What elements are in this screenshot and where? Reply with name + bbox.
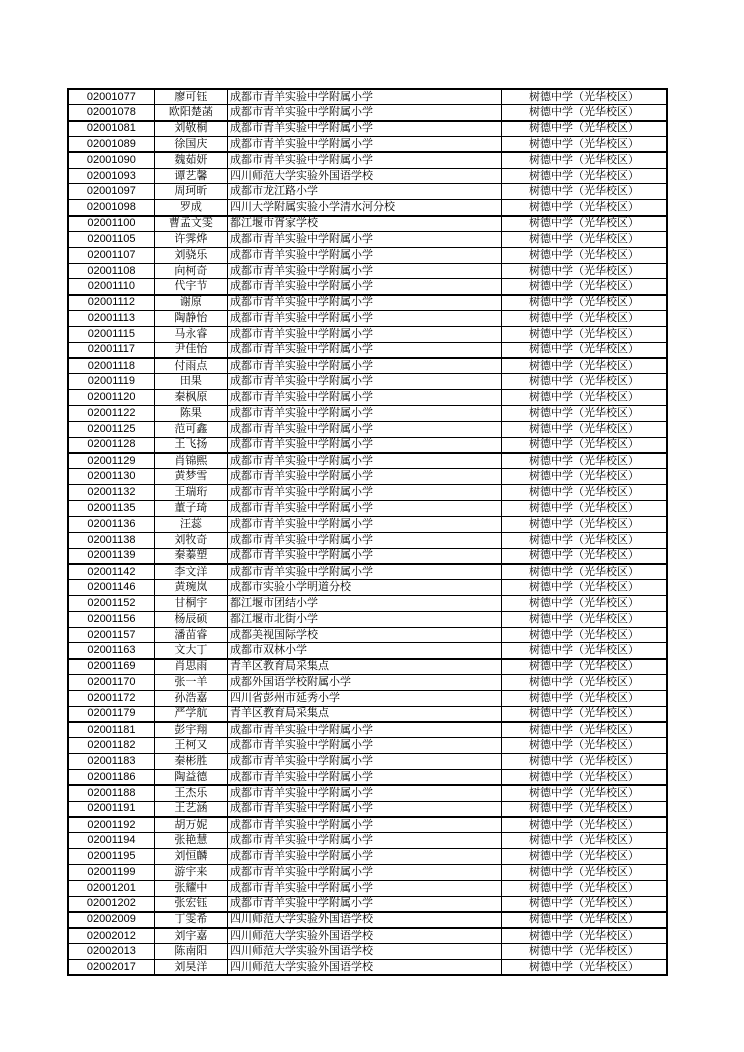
admitted-school-cell: 树德中学（光华校区）: [501, 722, 667, 738]
student-name-cell: 孙浩嘉: [154, 690, 227, 706]
table-body: [68, 89, 667, 975]
student-name-cell: 刘恒麟: [154, 849, 227, 865]
origin-school-cell: 成都市青羊实验中学附属小学: [228, 548, 502, 564]
student-id-cell: 02001097: [68, 184, 154, 200]
student-name-cell: 付雨点: [154, 358, 227, 374]
origin-school-cell: 成都市青羊实验中学附属小学: [228, 849, 502, 865]
admitted-school-cell: 树德中学（光华校区）: [501, 105, 667, 121]
student-id-cell: 02001199: [68, 865, 154, 881]
admitted-school-cell: 树德中学（光华校区）: [501, 580, 667, 596]
origin-school-cell: 成都市青羊实验中学附属小学: [228, 358, 502, 374]
student-name-cell: 张耀中: [154, 880, 227, 896]
student-name-cell: 肖思雨: [154, 659, 227, 675]
student-name-cell: 廖可钰: [154, 89, 227, 105]
table-row: [68, 675, 667, 691]
table-row: [68, 311, 667, 327]
student-name-cell: 汪蕊: [154, 516, 227, 532]
origin-school-cell: 青羊区教育局采集点: [228, 706, 502, 722]
table-row: [68, 627, 667, 643]
student-name-cell: 胡万妮: [154, 817, 227, 833]
student-name-cell: 张一羊: [154, 675, 227, 691]
origin-school-cell: 青羊区教育局采集点: [228, 659, 502, 675]
origin-school-cell: 成都市青羊实验中学附属小学: [228, 342, 502, 358]
table-row: [68, 548, 667, 564]
student-id-cell: 02001117: [68, 342, 154, 358]
admitted-school-cell: 树德中学（光华校区）: [501, 770, 667, 786]
student-id-cell: 02001098: [68, 200, 154, 216]
table-row: [68, 722, 667, 738]
student-name-cell: 刘宇嘉: [154, 928, 227, 944]
student-name-cell: 范可鑫: [154, 421, 227, 437]
student-id-cell: 02001130: [68, 469, 154, 485]
admitted-school-cell: 树德中学（光华校区）: [501, 627, 667, 643]
student-id-cell: 02001201: [68, 880, 154, 896]
table-row: [68, 374, 667, 390]
student-id-cell: 02001138: [68, 532, 154, 548]
origin-school-cell: 四川师范大学实验外国语学校: [228, 168, 502, 184]
student-id-cell: 02001179: [68, 706, 154, 722]
student-id-cell: 02002017: [68, 960, 154, 976]
student-id-cell: 02001146: [68, 580, 154, 596]
admitted-school-cell: 树德中学（光华校区）: [501, 184, 667, 200]
admitted-school-cell: 树德中学（光华校区）: [501, 659, 667, 675]
admitted-school-cell: 树德中学（光华校区）: [501, 342, 667, 358]
table-row: [68, 944, 667, 960]
admitted-school-cell: 树德中学（光华校区）: [501, 754, 667, 770]
student-id-cell: 02001136: [68, 516, 154, 532]
student-name-cell: 秦枫原: [154, 390, 227, 406]
table-row: [68, 200, 667, 216]
student-id-cell: 02001142: [68, 564, 154, 580]
table-row: [68, 596, 667, 612]
student-id-cell: 02001188: [68, 785, 154, 801]
student-name-cell: 秦蓁塑: [154, 548, 227, 564]
student-id-cell: 02001078: [68, 105, 154, 121]
student-id-cell: 02001202: [68, 896, 154, 912]
student-id-cell: 02002013: [68, 944, 154, 960]
origin-school-cell: 成都市青羊实验中学附属小学: [228, 453, 502, 469]
student-name-cell: 王杰乐: [154, 785, 227, 801]
table-row: [68, 501, 667, 517]
student-name-cell: 董子琦: [154, 501, 227, 517]
admitted-school-cell: 树德中学（光华校区）: [501, 390, 667, 406]
admitted-school-cell: 树德中学（光华校区）: [501, 200, 667, 216]
student-id-cell: 02001192: [68, 817, 154, 833]
student-name-cell: 张艳慧: [154, 833, 227, 849]
student-id-cell: 02001077: [68, 89, 154, 105]
table-row: [68, 326, 667, 342]
origin-school-cell: 成都市青羊实验中学附属小学: [228, 516, 502, 532]
admitted-school-cell: 树德中学（光华校区）: [501, 358, 667, 374]
table-row: [68, 406, 667, 422]
admitted-school-cell: 树德中学（光华校区）: [501, 880, 667, 896]
admitted-school-cell: 树德中学（光华校区）: [501, 485, 667, 501]
origin-school-cell: 四川师范大学实验外国语学校: [228, 960, 502, 976]
student-id-cell: 02001112: [68, 295, 154, 311]
origin-school-cell: 成都市青羊实验中学附属小学: [228, 279, 502, 295]
admitted-school-cell: 树德中学（光华校区）: [501, 596, 667, 612]
student-name-cell: 文大丁: [154, 643, 227, 659]
origin-school-cell: 四川师范大学实验外国语学校: [228, 944, 502, 960]
student-id-cell: 02001089: [68, 136, 154, 152]
admitted-school-cell: 树德中学（光华校区）: [501, 801, 667, 817]
student-id-cell: 02001191: [68, 801, 154, 817]
admitted-school-cell: 树德中学（光华校区）: [501, 516, 667, 532]
origin-school-cell: 成都市青羊实验中学附属小学: [228, 105, 502, 121]
origin-school-cell: 四川师范大学实验外国语学校: [228, 912, 502, 928]
origin-school-cell: 成都市青羊实验中学附属小学: [228, 469, 502, 485]
student-id-cell: 02001186: [68, 770, 154, 786]
origin-school-cell: 成都市青羊实验中学附属小学: [228, 121, 502, 137]
admitted-school-cell: 树德中学（光华校区）: [501, 849, 667, 865]
student-id-cell: 02001172: [68, 690, 154, 706]
student-name-cell: 陈南阳: [154, 944, 227, 960]
student-name-cell: 田果: [154, 374, 227, 390]
admitted-school-cell: 树德中学（光华校区）: [501, 406, 667, 422]
admitted-school-cell: 树德中学（光华校区）: [501, 247, 667, 263]
student-id-cell: 02001100: [68, 216, 154, 232]
student-id-cell: 02001113: [68, 311, 154, 327]
admitted-school-cell: 树德中学（光华校区）: [501, 501, 667, 517]
student-id-cell: 02001132: [68, 485, 154, 501]
student-name-cell: 严学航: [154, 706, 227, 722]
student-allocation-table: [67, 88, 668, 976]
origin-school-cell: 四川大学附属实验小学清水河分校: [228, 200, 502, 216]
student-name-cell: 尹佳怡: [154, 342, 227, 358]
admitted-school-cell: 树德中学（光华校区）: [501, 326, 667, 342]
student-id-cell: 02001090: [68, 152, 154, 168]
origin-school-cell: 成都市青羊实验中学附属小学: [228, 501, 502, 517]
table-row: [68, 611, 667, 627]
student-name-cell: 刘敬桐: [154, 121, 227, 137]
student-id-cell: 02001110: [68, 279, 154, 295]
table-row: [68, 754, 667, 770]
origin-school-cell: 成都市青羊实验中学附属小学: [228, 817, 502, 833]
table-row: [68, 865, 667, 881]
origin-school-cell: 成都市龙江路小学: [228, 184, 502, 200]
student-name-cell: 谢原: [154, 295, 227, 311]
admitted-school-cell: 树德中学（光华校区）: [501, 865, 667, 881]
admitted-school-cell: 树德中学（光华校区）: [501, 231, 667, 247]
student-name-cell: 黄琬岚: [154, 580, 227, 596]
origin-school-cell: 成都市青羊实验中学附属小学: [228, 833, 502, 849]
table-row: [68, 105, 667, 121]
table-row: [68, 516, 667, 532]
student-name-cell: 刘牧奇: [154, 532, 227, 548]
student-id-cell: 02002009: [68, 912, 154, 928]
student-name-cell: 许霁烨: [154, 231, 227, 247]
table-row: [68, 247, 667, 263]
student-name-cell: 马永睿: [154, 326, 227, 342]
student-name-cell: 刘昊洋: [154, 960, 227, 976]
student-name-cell: 王艺涵: [154, 801, 227, 817]
origin-school-cell: 成都市青羊实验中学附属小学: [228, 263, 502, 279]
admitted-school-cell: 树德中学（光华校区）: [501, 437, 667, 453]
student-name-cell: 王飞扬: [154, 437, 227, 453]
origin-school-cell: 成都市青羊实验中学附属小学: [228, 532, 502, 548]
origin-school-cell: 都江堰市北街小学: [228, 611, 502, 627]
origin-school-cell: 成都市青羊实验中学附属小学: [228, 865, 502, 881]
student-name-cell: 陶静怡: [154, 311, 227, 327]
origin-school-cell: 成都市青羊实验中学附属小学: [228, 406, 502, 422]
admitted-school-cell: 树德中学（光华校区）: [501, 706, 667, 722]
table-row: [68, 849, 667, 865]
table-row: [68, 738, 667, 754]
table-row: [68, 121, 667, 137]
student-id-cell: 02001120: [68, 390, 154, 406]
student-id-cell: 02001181: [68, 722, 154, 738]
student-name-cell: 游宇来: [154, 865, 227, 881]
student-name-cell: 欧阳楚菡: [154, 105, 227, 121]
admitted-school-cell: 树德中学（光华校区）: [501, 152, 667, 168]
admitted-school-cell: 树德中学（光华校区）: [501, 548, 667, 564]
table-row: [68, 263, 667, 279]
origin-school-cell: 成都市青羊实验中学附属小学: [228, 247, 502, 263]
student-name-cell: 甘桐宇: [154, 596, 227, 612]
table-row: [68, 817, 667, 833]
table-row: [68, 960, 667, 976]
student-name-cell: 王柯又: [154, 738, 227, 754]
table-row: [68, 801, 667, 817]
origin-school-cell: 成都市青羊实验中学附属小学: [228, 374, 502, 390]
origin-school-cell: 成都市青羊实验中学附属小学: [228, 390, 502, 406]
table-row: [68, 216, 667, 232]
origin-school-cell: 成都市青羊实验中学附属小学: [228, 89, 502, 105]
student-name-cell: 李文洋: [154, 564, 227, 580]
table-row: [68, 358, 667, 374]
student-id-cell: 02001118: [68, 358, 154, 374]
admitted-school-cell: 树德中学（光华校区）: [501, 374, 667, 390]
admitted-school-cell: 树德中学（光华校区）: [501, 168, 667, 184]
student-name-cell: 陶益德: [154, 770, 227, 786]
admitted-school-cell: 树德中学（光华校区）: [501, 121, 667, 137]
origin-school-cell: 成都市青羊实验中学附属小学: [228, 880, 502, 896]
admitted-school-cell: 树德中学（光华校区）: [501, 675, 667, 691]
admitted-school-cell: 树德中学（光华校区）: [501, 643, 667, 659]
origin-school-cell: 成都市青羊实验中学附属小学: [228, 295, 502, 311]
admitted-school-cell: 树德中学（光华校区）: [501, 421, 667, 437]
table-row: [68, 690, 667, 706]
student-name-cell: 杨辰硕: [154, 611, 227, 627]
table-row: [68, 168, 667, 184]
admitted-school-cell: 树德中学（光华校区）: [501, 564, 667, 580]
admitted-school-cell: 树德中学（光华校区）: [501, 896, 667, 912]
origin-school-cell: 成都市青羊实验中学附属小学: [228, 152, 502, 168]
table-row: [68, 532, 667, 548]
origin-school-cell: 成都市青羊实验中学附属小学: [228, 738, 502, 754]
student-id-cell: 02001129: [68, 453, 154, 469]
origin-school-cell: 成都市青羊实验中学附属小学: [228, 754, 502, 770]
table-row: [68, 928, 667, 944]
student-name-cell: 徐国庆: [154, 136, 227, 152]
student-id-cell: 02001156: [68, 611, 154, 627]
student-id-cell: 02001119: [68, 374, 154, 390]
admitted-school-cell: 树德中学（光华校区）: [501, 89, 667, 105]
origin-school-cell: 成都市青羊实验中学附属小学: [228, 326, 502, 342]
student-name-cell: 陈果: [154, 406, 227, 422]
student-id-cell: 02001093: [68, 168, 154, 184]
student-name-cell: 丁雯希: [154, 912, 227, 928]
origin-school-cell: 都江堰市胥家学校: [228, 216, 502, 232]
table-row: [68, 706, 667, 722]
origin-school-cell: 成都市青羊实验中学附属小学: [228, 564, 502, 580]
admitted-school-cell: 树德中学（光华校区）: [501, 263, 667, 279]
table-row: [68, 437, 667, 453]
origin-school-cell: 成都市青羊实验中学附属小学: [228, 770, 502, 786]
table-row: [68, 912, 667, 928]
student-id-cell: 02001182: [68, 738, 154, 754]
origin-school-cell: 成都市青羊实验中学附属小学: [228, 785, 502, 801]
student-id-cell: 02001170: [68, 675, 154, 691]
student-id-cell: 02002012: [68, 928, 154, 944]
admitted-school-cell: 树德中学（光华校区）: [501, 311, 667, 327]
student-id-cell: 02001128: [68, 437, 154, 453]
table-row: [68, 89, 667, 105]
table-row: [68, 184, 667, 200]
table-row: [68, 896, 667, 912]
admitted-school-cell: 树德中学（光华校区）: [501, 738, 667, 754]
origin-school-cell: 四川师范大学实验外国语学校: [228, 928, 502, 944]
table-row: [68, 469, 667, 485]
origin-school-cell: 成都市青羊实验中学附属小学: [228, 896, 502, 912]
admitted-school-cell: 树德中学（光华校区）: [501, 785, 667, 801]
admitted-school-cell: 树德中学（光华校区）: [501, 833, 667, 849]
admitted-school-cell: 树德中学（光华校区）: [501, 611, 667, 627]
student-name-cell: 向柯奇: [154, 263, 227, 279]
table-row: [68, 880, 667, 896]
origin-school-cell: 成都市青羊实验中学附属小学: [228, 801, 502, 817]
student-id-cell: 02001157: [68, 627, 154, 643]
origin-school-cell: 成都市青羊实验中学附属小学: [228, 437, 502, 453]
table-row: [68, 833, 667, 849]
table-row: [68, 453, 667, 469]
admitted-school-cell: 树德中学（光华校区）: [501, 817, 667, 833]
admitted-school-cell: 树德中学（光华校区）: [501, 469, 667, 485]
origin-school-cell: 成都市青羊实验中学附属小学: [228, 311, 502, 327]
admitted-school-cell: 树德中学（光华校区）: [501, 532, 667, 548]
student-id-cell: 02001139: [68, 548, 154, 564]
table-row: [68, 390, 667, 406]
student-name-cell: 罗成: [154, 200, 227, 216]
admitted-school-cell: 树德中学（光华校区）: [501, 279, 667, 295]
table-row: [68, 279, 667, 295]
student-id-cell: 02001195: [68, 849, 154, 865]
student-id-cell: 02001105: [68, 231, 154, 247]
admitted-school-cell: 树德中学（光华校区）: [501, 690, 667, 706]
student-id-cell: 02001194: [68, 833, 154, 849]
admitted-school-cell: 树德中学（光华校区）: [501, 960, 667, 976]
table-row: [68, 770, 667, 786]
origin-school-cell: 成都市青羊实验中学附属小学: [228, 485, 502, 501]
student-id-cell: 02001169: [68, 659, 154, 675]
admitted-school-cell: 树德中学（光华校区）: [501, 928, 667, 944]
student-name-cell: 魏茹妍: [154, 152, 227, 168]
student-name-cell: 肖锦熙: [154, 453, 227, 469]
table-row: [68, 295, 667, 311]
student-id-cell: 02001183: [68, 754, 154, 770]
origin-school-cell: 成都美视国际学校: [228, 627, 502, 643]
student-id-cell: 02001081: [68, 121, 154, 137]
table-row: [68, 421, 667, 437]
origin-school-cell: 成都市青羊实验中学附属小学: [228, 722, 502, 738]
origin-school-cell: 成都市青羊实验中学附属小学: [228, 421, 502, 437]
origin-school-cell: 成都市实验小学明道分校: [228, 580, 502, 596]
student-name-cell: 刘骁乐: [154, 247, 227, 263]
admitted-school-cell: 树德中学（光华校区）: [501, 295, 667, 311]
student-name-cell: 曹孟文雯: [154, 216, 227, 232]
table-row: [68, 659, 667, 675]
origin-school-cell: 成都市青羊实验中学附属小学: [228, 231, 502, 247]
table-row: [68, 580, 667, 596]
table-row: [68, 785, 667, 801]
table-row: [68, 643, 667, 659]
student-id-cell: 02001122: [68, 406, 154, 422]
admitted-school-cell: 树德中学（光华校区）: [501, 136, 667, 152]
student-name-cell: 张宏钰: [154, 896, 227, 912]
table-row: [68, 136, 667, 152]
admitted-school-cell: 树德中学（光华校区）: [501, 912, 667, 928]
origin-school-cell: 成都市双林小学: [228, 643, 502, 659]
admitted-school-cell: 树德中学（光华校区）: [501, 944, 667, 960]
student-name-cell: 秦彬胜: [154, 754, 227, 770]
origin-school-cell: 四川省彭州市延秀小学: [228, 690, 502, 706]
student-name-cell: 王瑞珩: [154, 485, 227, 501]
table-row: [68, 152, 667, 168]
admitted-school-cell: 树德中学（光华校区）: [501, 453, 667, 469]
student-name-cell: 代宇节: [154, 279, 227, 295]
student-name-cell: 潘苗睿: [154, 627, 227, 643]
student-id-cell: 02001135: [68, 501, 154, 517]
student-id-cell: 02001107: [68, 247, 154, 263]
table-row: [68, 342, 667, 358]
student-name-cell: 彭宇翔: [154, 722, 227, 738]
student-id-cell: 02001163: [68, 643, 154, 659]
student-name-cell: 谭艺馨: [154, 168, 227, 184]
student-name-cell: 黄梦雪: [154, 469, 227, 485]
student-id-cell: 02001115: [68, 326, 154, 342]
origin-school-cell: 成都市青羊实验中学附属小学: [228, 136, 502, 152]
student-name-cell: 周珂昕: [154, 184, 227, 200]
origin-school-cell: 都江堰市团结小学: [228, 596, 502, 612]
table-row: [68, 485, 667, 501]
student-id-cell: 02001152: [68, 596, 154, 612]
table-row: [68, 564, 667, 580]
table-row: [68, 231, 667, 247]
student-id-cell: 02001125: [68, 421, 154, 437]
admitted-school-cell: 树德中学（光华校区）: [501, 216, 667, 232]
student-id-cell: 02001108: [68, 263, 154, 279]
origin-school-cell: 成都外国语学校附属小学: [228, 675, 502, 691]
